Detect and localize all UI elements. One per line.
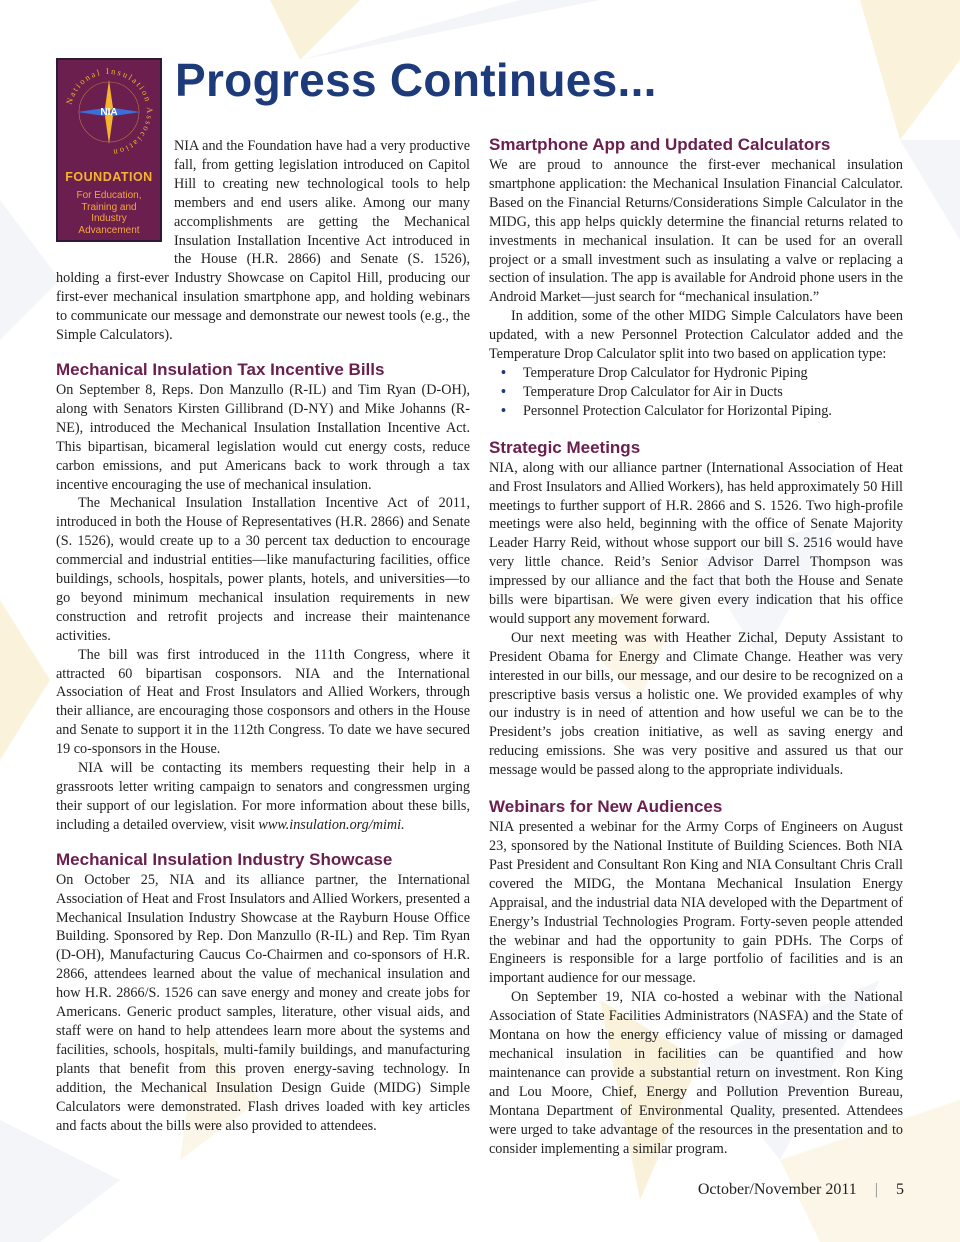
logo-ring-text: National Insulation Association (63, 65, 156, 158)
intro-paragraph: NIA and the Foundation have had a very productive fall, from getting legislation introduced on Capitol Hill to creating new technological tools to help members and end users alike. Among our many accomplishments are getting the Mechanical Insulation Installation Incentive Act introduced in the House (H.R. 2866) and Senate (S. 1526), holding a first-ever Industry Showcase on Capitol Hill, producing our first-ever mechanical insulation smartphone app, and holding webinars to communicate our message and demonstrate our newest tools (e.g., the Simple Calculators). (56, 138, 470, 344)
tax-paragraph-3: The bill was first introduced in the 111th Congress, where it attracted 60 bipartisan cosponsors. NIA and the International Association of Heat and Frost Insulators and Allied Workers, through their alliance, are encouraging those cosponsors and others in the House and Senate to support it in the 112th Congress. To date we have secured 19 co-sponsors in the House. (56, 646, 470, 758)
page-footer (698, 1181, 904, 1199)
smartphone-app-heading: Smartphone App and Updated Calculators (489, 135, 831, 154)
showcase-paragraph: On October 25, NIA and its alliance partner, the International Association of Heat and Frost Insulators and Allied Workers, presented a Mechanical Insulation Industry Showcase at the Rayburn House Office Building. Sponsored by Rep. Don Manzullo (R-IL) and Rep. Tim Ryan (D-OH), Manufacturing Caucus Co-Chairmen and co-sponsors of H.R. 2866, attendees learned about the value of mechanical insulation and how H.R. 2866/S. 1526 can save energy and money and create jobs for Americans. Generic product samples, literature, other visual aids, and staff were on hand to help attendees learn more about the systems and facilities, schools, hospitals, multi-family buildings, and manufacturing plants that benefit from this proven energy-saving technology. In addition, the Mechanical Insulation Design Guide (MIDG) Simple Calculators were demonstrated. Flash drives loaded with key articles and facts about the bills were also provided to attendees. (56, 871, 470, 1134)
logo-tagline: For Education, Training and Industry Advancement (76, 190, 142, 236)
footer-separator: | (874, 1181, 878, 1198)
issue-date: October/November 2011 (697, 1181, 857, 1198)
page-number: 5 (896, 1181, 904, 1198)
meetings-paragraph-1: NIA, along with our alliance partner (International Association of Heat and Frost Insulators and Allied Workers), has held approximately 50 Hill meetings to further support of H.R. 2866 and S. 1526. Two high-profile meetings were also held, beginning with the office of Senate Majority Leader Harry Reid, without whose support our bill S. 2516 would have very little chance. Reid’s Senior Advisor Darrel Thompson was impressed by our alliance and the fact that both the House and Senate bills were bipartisan. We were given every indication that his office would support any movement forward. (489, 459, 903, 627)
webinars-paragraph-1: NIA presented a webinar for the Army Corps of Engineers on August 23, sponsored by the National Institute of Building Sciences. Both NIA Past President and Consultant Ron King and NIA Consultant Chris Crall covered the MIDG, the Montana Mechanical Insulation Energy Appraisal, and the industrial data NIA developed with the Department of Energy’s Industrial Technologies Program. Forty-seven people attended the webinar and had the opportunity to gain PDHs. The Corps of Engineers is responsible for a large portfolio of facilities and is an important audience for our message. (489, 819, 903, 987)
showcase-heading: Mechanical Insulation Industry Showcase (56, 849, 393, 869)
app-paragraph-1: We are proud to announce the first-ever mechanical insulation smartphone application: the Mechanical Insulation Financial Calculator. Based on the Financial Returns/Considerations Simple Calculator in the MIDG, this app helps quickly determine the financial returns related to investments in mechanical insulation. It can be used for an overall project or a small investment such as insulating a valve or replacing a section of insulation. The app is available for Android phone users in the Android Market—just search for “mechanical insulation.” (489, 157, 903, 306)
mimi-link[interactable]: www.insulation.org/mimi. (258, 816, 405, 833)
page-title: Progress Continues... (175, 54, 657, 106)
tax-paragraph-4 (56, 759, 470, 835)
list-item: • Temperature Drop Calculator for Hydronic Piping (501, 364, 903, 383)
tax-paragraph-1: On September 8, Reps. Don Manzullo (R-IL) and Tim Ryan (D-OH), along with Senators Kirsten Gillibrand (D-NY) and Mike Johanns (R-NE), introduced the Mechanical Insulation Installation Incentive Act. This bipartisan, bicameral legislation would cut energy costs, reduce carbon emissions, and put Americans back to work through a tax incentive encouraging the use of mechanical insulation. (56, 381, 470, 493)
tax-incentive-heading: Mechanical Insulation Tax Incentive Bills (56, 359, 385, 379)
tax-paragraph-4-text: NIA will be contacting its members requesting their help in a grassroots letter writing campaign to senators and congressmen urging their support of our legislation. For more information about these bills, including a detailed overview, visit (56, 760, 470, 833)
webinars-heading: Webinars for New Audiences (489, 797, 723, 817)
list-item: • Temperature Drop Calculator for Air in Ducts (501, 383, 903, 402)
right-column (489, 134, 903, 1158)
tax-paragraph-2: The Mechanical Insulation Installation Incentive Act of 2011, introduced in both the House of Representatives (H.R. 2866) and Senate (S. 1526), would create up to a 30 percent tax deduction to encourage commercial and industrial entities—like manufacturing facilities, office buildings, schools, hospitals, power plants, hotels, and universities—to go beyond minimum mechanical insulation requirements in new construction and retrofit projects and increase their maintenance activities. (56, 495, 470, 644)
app-paragraph-2: In addition, some of the other MIDG Simple Calculators have been updated, with a new Personnel Protection Calculator added and the Temperature Drop Calculator split into two based on application type: (489, 308, 903, 363)
strategic-meetings-heading: Strategic Meetings (489, 437, 641, 457)
logo-center-text: NIA (100, 107, 118, 118)
meetings-paragraph-2: Our next meeting was with Heather Zichal, Deputy Assistant to President Obama for Energy and Climate Change. Heather was very interested in our bills, our message, and our desire to be recognized on a prescriptive basis versus a holistic one. We provided examples of why our industry is in need of attention and how useful we can be to the President’s jobs creation initiative, as well as saving energy and reducing emissions. She was very positive and assured us that our message would be passed along to the appropriate individuals. (489, 629, 903, 779)
list-item: • Personnel Protection Calculator for Horizontal Piping. (501, 402, 903, 421)
webinars-paragraph-2: On September 19, NIA co-hosted a webinar with the National Association of State Facilities Administrators (NASFA) and the State of Montana on how the energy efficiency value of missing or damaged mechanical insulation in facilities can be quantified and how maintenance can provide a substantial return on investment. Ron King and Lou Moore, Chief, Energy and Pollution Prevention Bureau, Montana Department of Environmental Quality, presented. Attendees were urged to take advantage of the resources in the presentation and to consider implementing a similar program. (489, 989, 903, 1157)
calculator-list (489, 364, 903, 421)
left-column (56, 137, 470, 1135)
logo-foundation-label: FOUNDATION (65, 170, 153, 184)
